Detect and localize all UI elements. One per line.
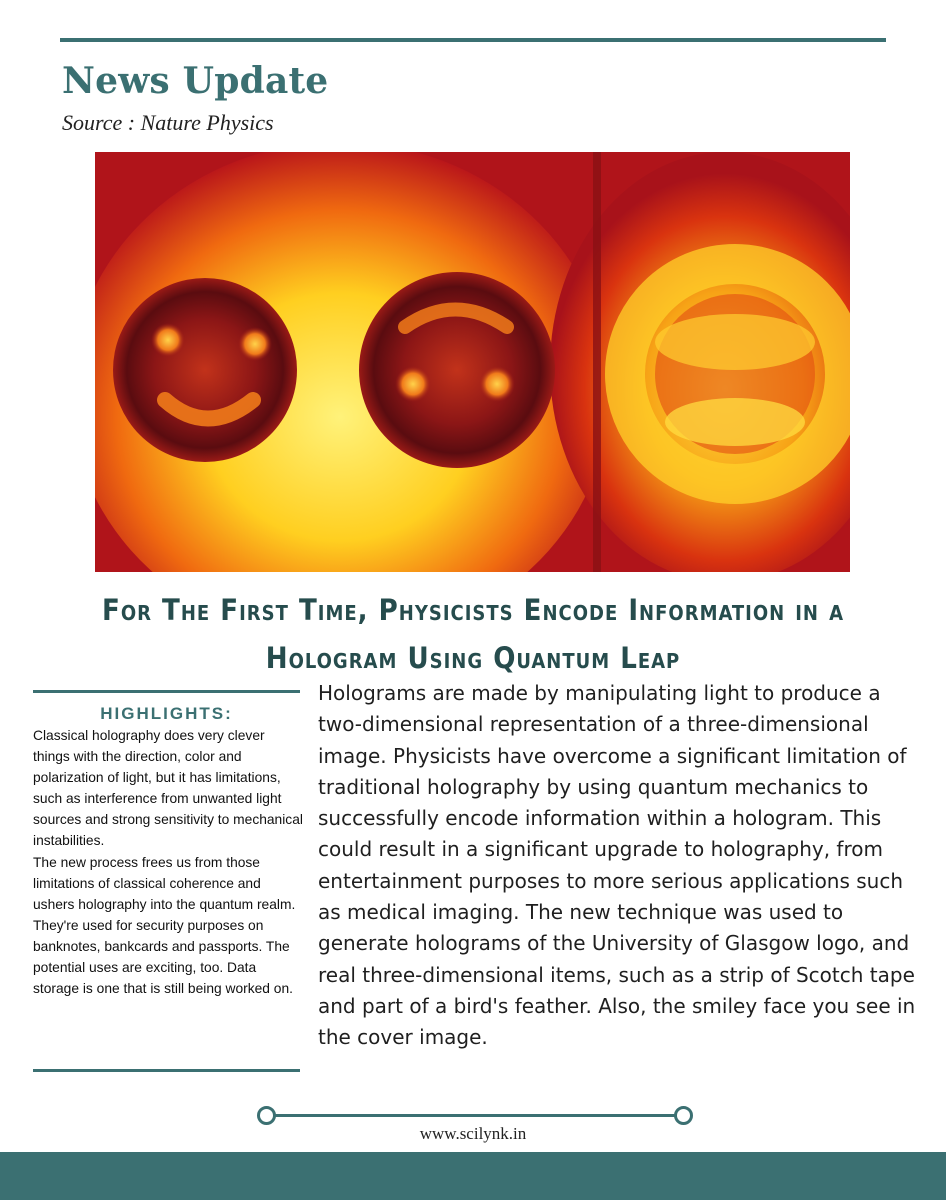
highlights-paragraph: They're used for security purposes on banknotes, bankcards and passports. The potential uses are exciting, too. Data storage is one that is still being worked on. (33, 917, 293, 997)
section-title: News Update (62, 60, 329, 102)
article-headline: For The First Time, Physicists Encode Information in a Hologram Using Quantum Leap (102, 593, 844, 675)
highlights-heading: HIGHLIGHTS: (100, 704, 233, 723)
footer-left-circle-icon (257, 1106, 276, 1125)
sidebar-divider-top (33, 690, 300, 693)
highlights-paragraph: Classical holography does very clever things with the direction, color and polarization of light, but it has limitations, such as interference from unwanted light sources and strong sensitivity to mechanical instabilities. (33, 728, 303, 849)
footer-divider (265, 1114, 685, 1117)
footer-right-circle-icon (674, 1106, 693, 1125)
source-credit: Source : Nature Physics (62, 110, 274, 135)
top-divider (60, 38, 886, 42)
sidebar-divider-bottom (33, 1069, 300, 1072)
highlights-text (33, 725, 303, 999)
website-url: www.scilynk.in (419, 1124, 527, 1143)
hologram-smiley-image (95, 152, 850, 572)
article-body: Holograms are made by manipulating light to produce a two-dimensional representation of a three-dimensional image. Physicists have overcome a significant limitation of traditional holography by using quantum mechanics to successfully encode information within a hologram. This could result in a significant upgrade to holography, from entertainment purposes to more serious applications such as medical imaging. The new technique was used to generate holograms of the University of Glasgow logo, and real three-dimensional items, such as a strip of Scotch tape and part of a bird's feather. Also, the smiley face you see in the cover image. (318, 681, 916, 1050)
highlights-paragraph: The new process frees us from those limitations of classical coherence and ushers holography into the quantum realm. (33, 854, 296, 912)
footer-band (0, 1152, 946, 1200)
hologram-image (95, 152, 850, 572)
